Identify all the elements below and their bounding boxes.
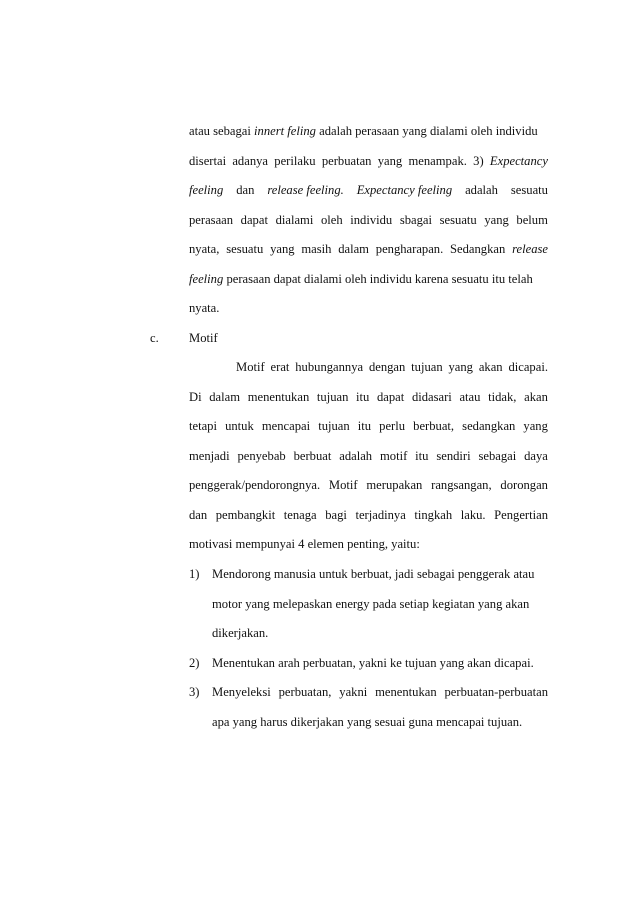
paragraph-line: feeling dan release feeling. Expectancy feeling adalah sesuatu xyxy=(189,183,548,197)
paragraph-line: perasaan dapat dialami oleh individu sbagai sesuatu yang belum xyxy=(189,213,548,227)
list-item-text: Mendorong manusia untuk berbuat, jadi sebagai penggerak atau xyxy=(212,567,535,581)
list-number: 1) xyxy=(189,567,200,581)
paragraph-line: dan pembangkit tenaga bagi terjadinya tingkah laku. Pengertian xyxy=(189,508,548,522)
italic-term: Expectancy xyxy=(489,154,548,168)
italic-term: feeling xyxy=(189,183,224,197)
list-item-text: motor yang melepaskan energy pada setiap kegiatan yang akan xyxy=(212,597,530,611)
paragraph-line: tetapi untuk mencapai tujuan itu perlu berbuat, sedangkan yang xyxy=(189,419,548,433)
list-number: 3) xyxy=(189,685,200,699)
paragraph-line: disertai adanya perilaku perbuatan yang menampak. 3) Expectancy xyxy=(189,154,548,168)
list-number: 2) xyxy=(189,656,200,670)
paragraph-line: motivasi mempunyai 4 elemen penting, yaitu: xyxy=(189,537,420,551)
list-item-text: Menentukan arah perbuatan, yakni ke tujuan yang akan dicapai. xyxy=(212,656,534,670)
list-item-text: apa yang harus dikerjakan yang sesuai guna mencapai tujuan. xyxy=(212,715,523,729)
paragraph-line: Motif erat hubungannya dengan tujuan yang akan dicapai. xyxy=(236,360,548,374)
section-heading: Motif xyxy=(189,331,218,345)
italic-term: release xyxy=(512,242,548,256)
list-item-text: Menyeleksi perbuatan, yakni menentukan perbuatan-perbuatan xyxy=(212,685,548,699)
italic-term: feeling xyxy=(189,272,224,286)
paragraph-line: penggerak/pendorongnya. Motif merupakan rangsangan, dorongan xyxy=(189,478,548,492)
italic-term: Expectancy feeling xyxy=(356,183,453,197)
list-item-text: dikerjakan. xyxy=(212,626,269,640)
italic-term: release feeling. xyxy=(267,183,344,197)
italic-term: innert feling xyxy=(254,124,316,138)
paragraph-line: nyata. xyxy=(189,301,220,315)
section-marker: c. xyxy=(150,331,159,345)
paragraph-line: feeling perasaan dapat dialami oleh individu karena sesuatu itu telah xyxy=(189,272,533,286)
paragraph-line: Di dalam menentukan tujuan itu dapat didasari atau tidak, akan xyxy=(189,390,548,404)
paragraph-line: atau sebagai innert feling adalah perasaan yang dialami oleh individu xyxy=(189,124,538,138)
paragraph-line: nyata, sesuatu yang masih dalam pengharapan. Sedangkan release xyxy=(189,242,548,256)
paragraph-line: menjadi penyebab berbuat adalah motif itu sendiri sebagai daya xyxy=(189,449,548,463)
